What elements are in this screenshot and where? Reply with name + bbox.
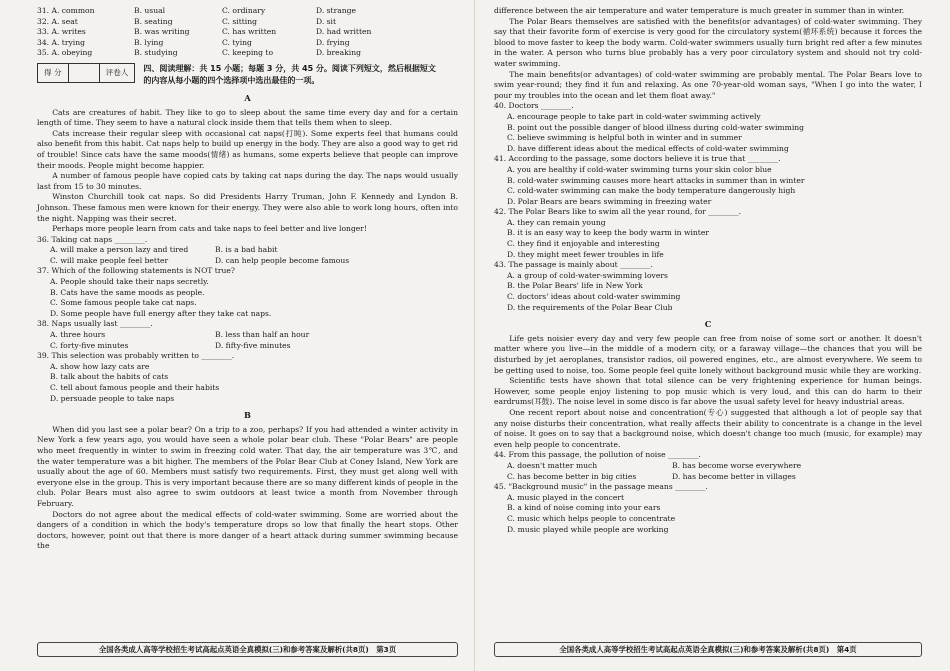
answer-row-34 (37, 38, 458, 49)
option: D. can help people become famous (215, 255, 350, 265)
question-options (37, 330, 458, 351)
score-label: 得 分 (38, 64, 69, 82)
option: D. strange (316, 6, 356, 15)
option: B. is a bad habit (215, 245, 278, 255)
option: D. sit (316, 16, 337, 26)
question-38 (37, 319, 458, 351)
option: C. has written (222, 27, 277, 37)
option: B. has become worse everywhere (672, 460, 802, 470)
passage-paragraph: Cats increase their regular sleep with occasional cat naps(打盹). Some experts feel that humans could also benefit from this habit. Cat naps help to build up energy in the body. They are also a good way to get rid of trouble! Since cats have the same moods(情绪) as humans, some experts believe that people can improve their moods. People might become happier. (37, 128, 458, 170)
option: A. they can remain young (507, 217, 606, 227)
option: A. a group of cold-water-swimming lovers (507, 270, 668, 280)
option: C. forty-five minutes (50, 340, 129, 350)
answer-row-31 (37, 6, 458, 17)
passage-b-title: B (244, 410, 251, 421)
option: C. tell about famous people and their habits (50, 383, 220, 392)
option: D. the requirements of the Polar Bear Club (507, 302, 673, 312)
passage-paragraph: The Polar Bears themselves are satisfied with the benefits(or advantages) of cold-water swimming. They say that their favorite form of exercise is very good for the circulatory system(循环系统) because it forces the blood to move faster to keep the body warm. Cold-water swimmers usually turn bright red after a few minutes in the water. A person who turns blue probably has a very poor circulatory system and should not try cold-water swimming. (494, 16, 922, 68)
option: C. ordinary (222, 6, 266, 15)
option: C. has become better in big cities (507, 471, 637, 481)
passage-paragraph: Cats are creatures of habit. They like to go to sleep about the same time every day and for a certain length of time. They seem to have a natural clock inside them that tells them when to sleep. (37, 107, 458, 128)
question-stem: 40. Doctors ________. (494, 101, 574, 111)
option: A. music played in the concert (507, 492, 624, 502)
score-cell (69, 64, 100, 82)
option: B. the Polar Bears' life in New York (507, 281, 643, 291)
option: B. a kind of noise coming into your ears (507, 503, 661, 513)
option: 35. A. obeying (37, 48, 93, 58)
option: B. studying (134, 48, 178, 58)
question-39 (37, 351, 458, 404)
left-page (0, 0, 474, 671)
option: A. People should take their naps secretly. (50, 277, 209, 287)
option: 32. A. seat (37, 16, 78, 26)
option: B. point out the possible danger of blood illness during cold-water swimming (507, 122, 804, 132)
option: D. fifty-five minutes (215, 340, 291, 350)
answer-row-32 (37, 17, 458, 28)
grader-label: 评卷人 (105, 67, 129, 77)
option: A. you are healthy if cold-water swimming turns your skin color blue (507, 164, 772, 174)
section-header (37, 63, 458, 87)
question-stem: 36. Taking cat naps ________. (37, 234, 148, 244)
option: D. had written (316, 27, 372, 37)
question-stem: 42. The Polar Bears like to swim all the year round, for ________. (494, 207, 742, 217)
passage-paragraph: Life gets noisier every day and very few people can free from noise of some sort or another. It doesn't matter where you live—in the middle of a modern city, or a faraway village—the chances that you will be disturbed by jet aeroplanes, transistor radios, oil powered engines, etc., are almost everywhere. We seem to be getting used to noise, too. Some people feel quite lonely without background music while they are working. (494, 333, 922, 375)
option: B. talk about the habits of cats (50, 372, 169, 382)
option: D. frying (316, 37, 350, 47)
question-stem: 38. Naps usually last ________. (37, 319, 153, 329)
option: A. encourage people to take part in cold-water swimming actively (507, 111, 761, 121)
option: D. have different ideas about the medical effects of cold-water swimming (507, 143, 789, 153)
question-stem: 45. "Background music" in the passage means ________. (494, 482, 708, 492)
question-stem: 43. The passage is mainly about ________. (494, 260, 653, 270)
option: B. usual (134, 6, 166, 15)
option: B. less than half an hour (215, 330, 310, 340)
page-divider (474, 0, 475, 671)
option: C. keeping to (222, 48, 274, 58)
page-footer: 全国各类成人高等学校招生考试高起点英语全真模拟(三)和参考答案及解析(共8页) 第4页 (494, 642, 922, 657)
passage-paragraph: When did you last see a polar bear? On a trip to a zoo, perhaps? If you had attended a winter activity in New York a few years ago, you would have seen a whole polar bear club. These "Polar Bears" are people who meet frequently in winter to swim in freezing cold water. That day, the air temperature was 3℃, and the water temperature was a bit higher. The members of the Polar Bear Club at Coney Island, New York are usually about the age of 60. Members must satisfy two requirements. First, they must get along well with everyone else in the group. This is very important because there are so many different kinds of people in the club. Polar Bears must also agree to swim outdoors at least twice a month from November through February. (37, 424, 458, 508)
question-45 (494, 482, 922, 535)
question-42 (494, 207, 922, 260)
passage-paragraph: A number of famous people have copied cats by taking cat naps during the day. The naps would usually last from 15 to 30 minutes. (37, 171, 458, 191)
passage-paragraph: One recent report about noise and concentration(专心) suggested that although a lot of people say that any noise disturbs their concentration, what really affects their ability to concentrate is a change in the level of noise. It goes on to say that a background noise, which doesn't change too much (music, for example) may even help people to concentrate. (494, 407, 922, 449)
passage-paragraph: Perhaps more people learn from cats and take naps to feel better and live longer! (52, 224, 367, 234)
option: A. three hours (50, 330, 106, 340)
option: A. will make a person lazy and tired (50, 245, 189, 255)
question-36 (37, 235, 458, 267)
passage-a-title: A (244, 92, 251, 103)
option: B. cold-water swimming causes more heart attacks in summer than in winter (507, 175, 805, 185)
option: D. Some people have full energy after they take cat naps. (50, 308, 272, 318)
option: C. music which helps people to concentrate (507, 513, 676, 523)
passage-paragraph: Doctors do not agree about the medical effects of cold-water swimming. Some are worried about the dangers of a condition in which the body's temperature drops so low that finally the heart stops. Other doctors, however, point out that there is more danger of a heart attack during summer swimming because the (37, 509, 458, 551)
right-page (476, 0, 950, 671)
option: A. doesn't matter much (507, 460, 598, 470)
option: C. doctors' ideas about cold-water swimming (507, 292, 681, 302)
option: B. it is an easy way to keep the body warm in winter (507, 228, 709, 238)
question-41 (494, 154, 922, 207)
option: D. music played while people are working (507, 524, 669, 534)
question-40 (494, 101, 922, 154)
question-stem: 41. According to the passage, some doctors believe it is true that ________. (494, 154, 781, 164)
passage-paragraph: difference between the air temperature and water temperature is much greater in summer than in winter. (494, 6, 905, 15)
option: C. tying (222, 37, 252, 47)
question-37 (37, 266, 458, 319)
passage-paragraph: The main benefits(or advantages) of cold-water swimming are probably mental. The Polar Bears love to swim year-round; they find it fun and relaxing. As one 70-year-old woman says, "When I go into the water, I pour my troubles into the ocean and let them float away." (494, 69, 922, 100)
option: C. will make people feel better (50, 255, 169, 265)
passage-paragraph: Scientific tests have shown that total silence can be very frightening experience for human beings. However, some people enjoy listening to pop music which is very loud, and this can do harm to their eardrums(耳鼓). The noise level in some disco is far above the usual safety level for heavy industrial areas. (494, 376, 922, 407)
option: C. sitting (222, 16, 257, 26)
option: B. Cats have the same moods as people. (50, 287, 205, 297)
option: D. Polar Bears are bears swimming in freezing water (507, 196, 712, 206)
section-instruction: 四、阅读理解：共 15 小题；每题 3 分，共 45 分。阅读下列短文，然后根据短文的内容从每小题的四个选择项中选出最佳的一项。 (143, 63, 436, 85)
option: D. breaking (316, 48, 361, 58)
option: D. persuade people to take naps (50, 393, 175, 403)
option: B. lying (134, 37, 164, 47)
option: 31. A. common (37, 6, 95, 15)
option: B. seating (134, 16, 173, 26)
answer-row-35 (37, 48, 458, 59)
option: C. cold-water swimming can make the body temperature dangerously high (507, 186, 796, 196)
answer-options-31-35 (37, 6, 458, 59)
score-box (37, 63, 135, 83)
option: A. show how lazy cats are (50, 361, 150, 371)
question-44 (494, 450, 922, 482)
question-options (494, 461, 922, 482)
option: D. has become better in villages (672, 471, 796, 481)
answer-row-33 (37, 27, 458, 38)
question-43 (494, 260, 922, 313)
passage-paragraph: Winston Churchill took cat naps. So did Presidents Harry Truman, John F. Kennedy and Lyndon B. Johnson. These famous men were known for their energy. They were also able to work long hours, often into the night. Napping was their secret. (37, 192, 458, 223)
question-options (37, 245, 458, 266)
option: C. Some famous people take cat naps. (50, 298, 197, 308)
question-stem: 37. Which of the following statements is NOT true? (37, 266, 235, 276)
option: C. believe swimming is helpful both in winter and in summer (507, 133, 742, 143)
option: D. they might meet fewer troubles in life (507, 249, 664, 259)
option: 34. A. trying (37, 37, 85, 47)
option: B. was writing (134, 27, 190, 37)
question-stem: 39. This selection was probably written to ________. (37, 351, 235, 361)
option: 33. A. writes (37, 27, 86, 37)
page-footer: 全国各类成人高等学校招生考试高起点英语全真模拟(三)和参考答案及解析(共8页) 第3页 (37, 642, 458, 657)
option: C. they find it enjoyable and interesting (507, 239, 660, 249)
question-stem: 44. From this passage, the pollution of noise ________. (494, 450, 701, 460)
passage-c-title: C (704, 319, 712, 330)
